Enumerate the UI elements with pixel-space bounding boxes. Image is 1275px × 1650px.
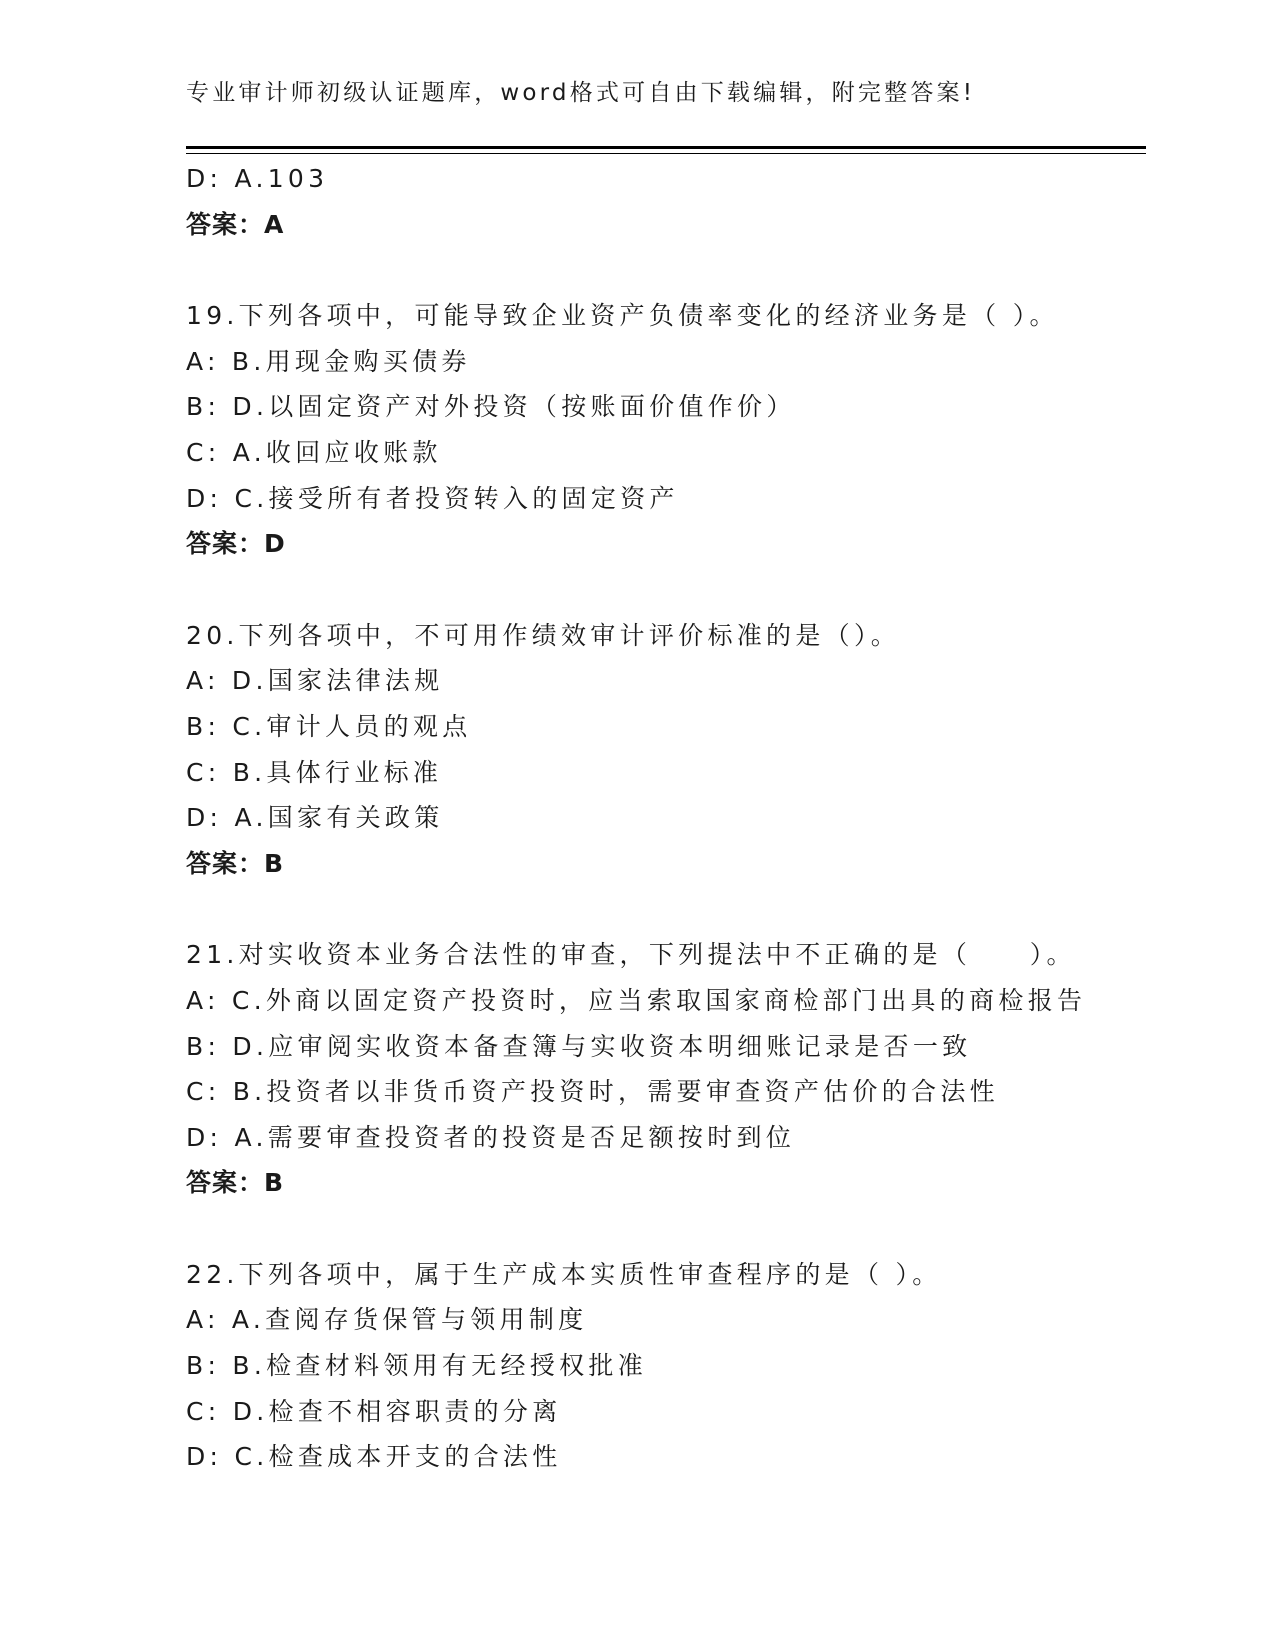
option-d: D: C.接受所有者投资转入的固定资产: [186, 483, 679, 513]
option-b: B: D.以固定资产对外投资（按账面价值作价）: [186, 392, 796, 422]
option-c: C: B.具体行业标准: [186, 757, 443, 787]
option-b: B: C.审计人员的观点: [186, 711, 472, 741]
question-stem: 20.下列各项中，不可用作绩效审计评价标准的是（）。: [186, 620, 901, 650]
header-rule-thin: [186, 153, 1146, 154]
question-stem: 22.下列各项中，属于生产成本实质性审查程序的是（ ）。: [186, 1259, 942, 1289]
option-d: D: C.检查成本开支的合法性: [186, 1442, 562, 1472]
option-b: B: B.检查材料领用有无经授权批准: [186, 1351, 648, 1381]
header-rule-thick: [186, 146, 1146, 149]
answer-line: 答案：B: [186, 848, 285, 878]
option-d: D: A.国家有关政策: [186, 803, 444, 833]
option-d: D: A.需要审查投资者的投资是否足额按时到位: [186, 1122, 796, 1152]
option-c: C: A.收回应收账款: [186, 437, 442, 467]
option-a: A: D.国家法律法规: [186, 666, 444, 696]
option-d: D: A.103: [186, 164, 329, 193]
option-c: C: D.检查不相容职责的分离: [186, 1396, 562, 1426]
option-a: A: B.用现金购买债券: [186, 346, 471, 376]
answer-line: 答案：D: [186, 529, 286, 559]
option-a: A: A.查阅存货保管与领用制度: [186, 1305, 588, 1335]
option-c: C: B.投资者以非货币资产投资时，需要审查资产估价的合法性: [186, 1077, 999, 1107]
answer-line: 答案：B: [186, 1168, 285, 1198]
question-stem: 21.对实收资本业务合法性的审查，下列提法中不正确的是（ ）。: [186, 940, 1076, 970]
option-a: A: C.外商以固定资产投资时，应当索取国家商检部门出具的商检报告: [186, 985, 1087, 1015]
page-header: 专业审计师初级认证题库，word格式可自由下载编辑，附完整答案!: [186, 80, 976, 106]
option-b: B: D.应审阅实收资本备查簿与实收资本明细账记录是否一致: [186, 1031, 972, 1061]
question-stem: 19.下列各项中，可能导致企业资产负债率变化的经济业务是（ ）。: [186, 301, 1059, 331]
answer-line: 答案：A: [186, 209, 285, 239]
question-content: [186, 156, 1186, 1480]
